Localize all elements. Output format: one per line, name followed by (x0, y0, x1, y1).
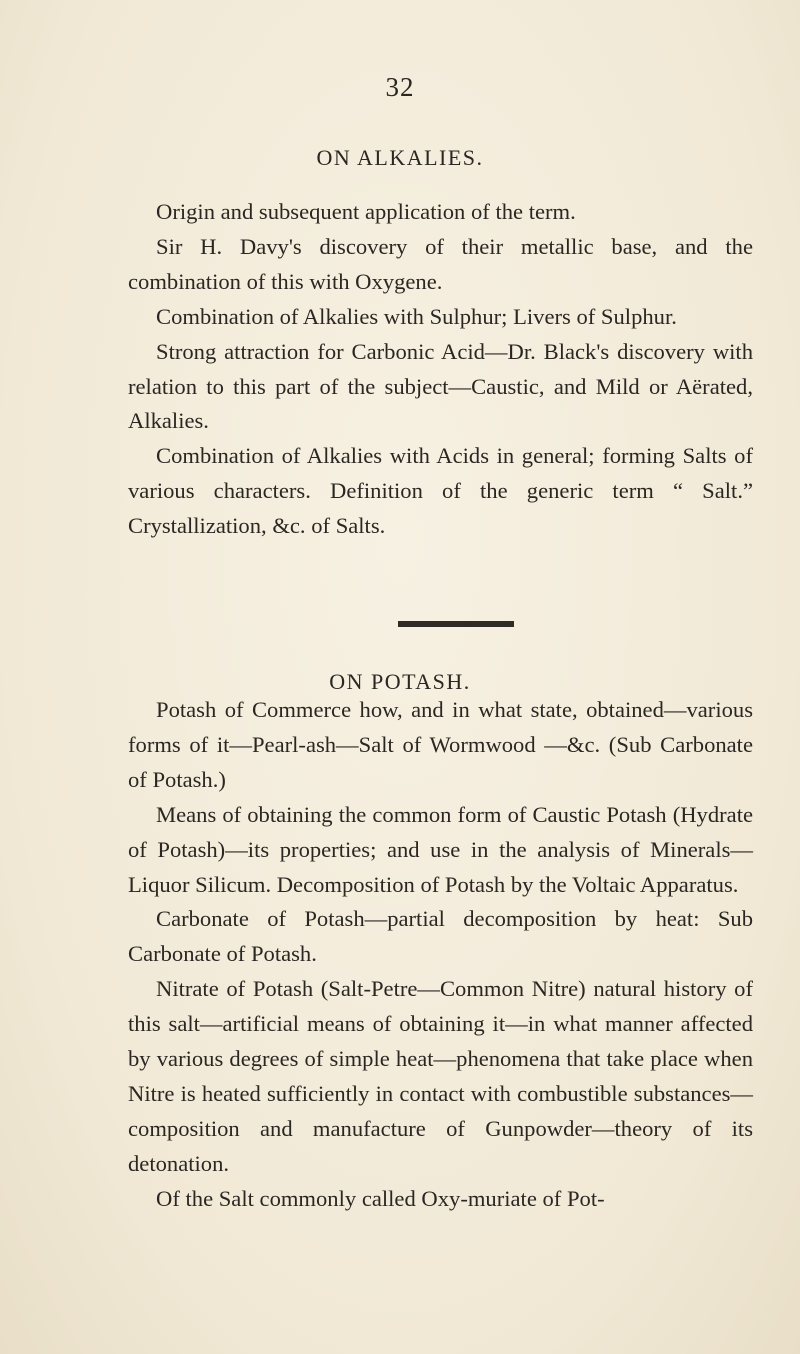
paragraph: Sir H. Davy's discovery of their metallic base, and the combination of this with Oxygene. (128, 233, 753, 294)
section-heading-potash: ON POTASH. (329, 669, 471, 694)
paragraph: Combination of Alkalies with Sulphur; Livers of Sulphur. (156, 303, 677, 329)
paragraph: Of the Salt commonly called Oxy-muriate of Pot- (156, 1185, 605, 1211)
paragraph: Nitrate of Potash (Salt-Petre—Common Nitre) natural history of this salt—artificial means of obtaining it—in what manner affected by various degrees of simple heat—phenomena that take place when Nitre is heated sufficiently in contact with combustible substances—composition and manufacture of Gunpowder—theory of its detonation. (128, 976, 753, 1176)
paragraph: Origin and subsequent application of the term. (156, 199, 576, 224)
paragraph: Potash of Commerce how, and in what state, obtained—various forms of it—Pearl-ash—Salt of Wormwood —&c. (Sub Carbonate of Potash.) (128, 697, 753, 792)
page-number: 32 (385, 72, 415, 102)
section-heading-alkalies: ON ALKALIES. (316, 145, 484, 170)
section-divider-rule (398, 621, 514, 627)
alkalies-section (128, 195, 753, 544)
paragraph: Strong attraction for Carbonic Acid—Dr. Black's discovery with relation to this part of the subject—Caustic, and Mild or Aërated, Alkalies. (128, 338, 753, 434)
paragraph: Carbonate of Potash—partial decomposition by heat: Sub Carbonate of Potash. (128, 906, 753, 967)
paragraph: Combination of Alkalies with Acids in general; forming Salts of various characters. Definition of the generic term “ Salt.” Crystallization, &c. of Salts. (128, 443, 753, 539)
potash-section (128, 693, 753, 1217)
paragraph: Means of obtaining the common form of Caustic Potash (Hydrate of Potash)—its properties; and use in the analysis of Minerals—Liquor Silicum. Decomposition of Potash by the Voltaic Apparatus. (128, 801, 753, 897)
